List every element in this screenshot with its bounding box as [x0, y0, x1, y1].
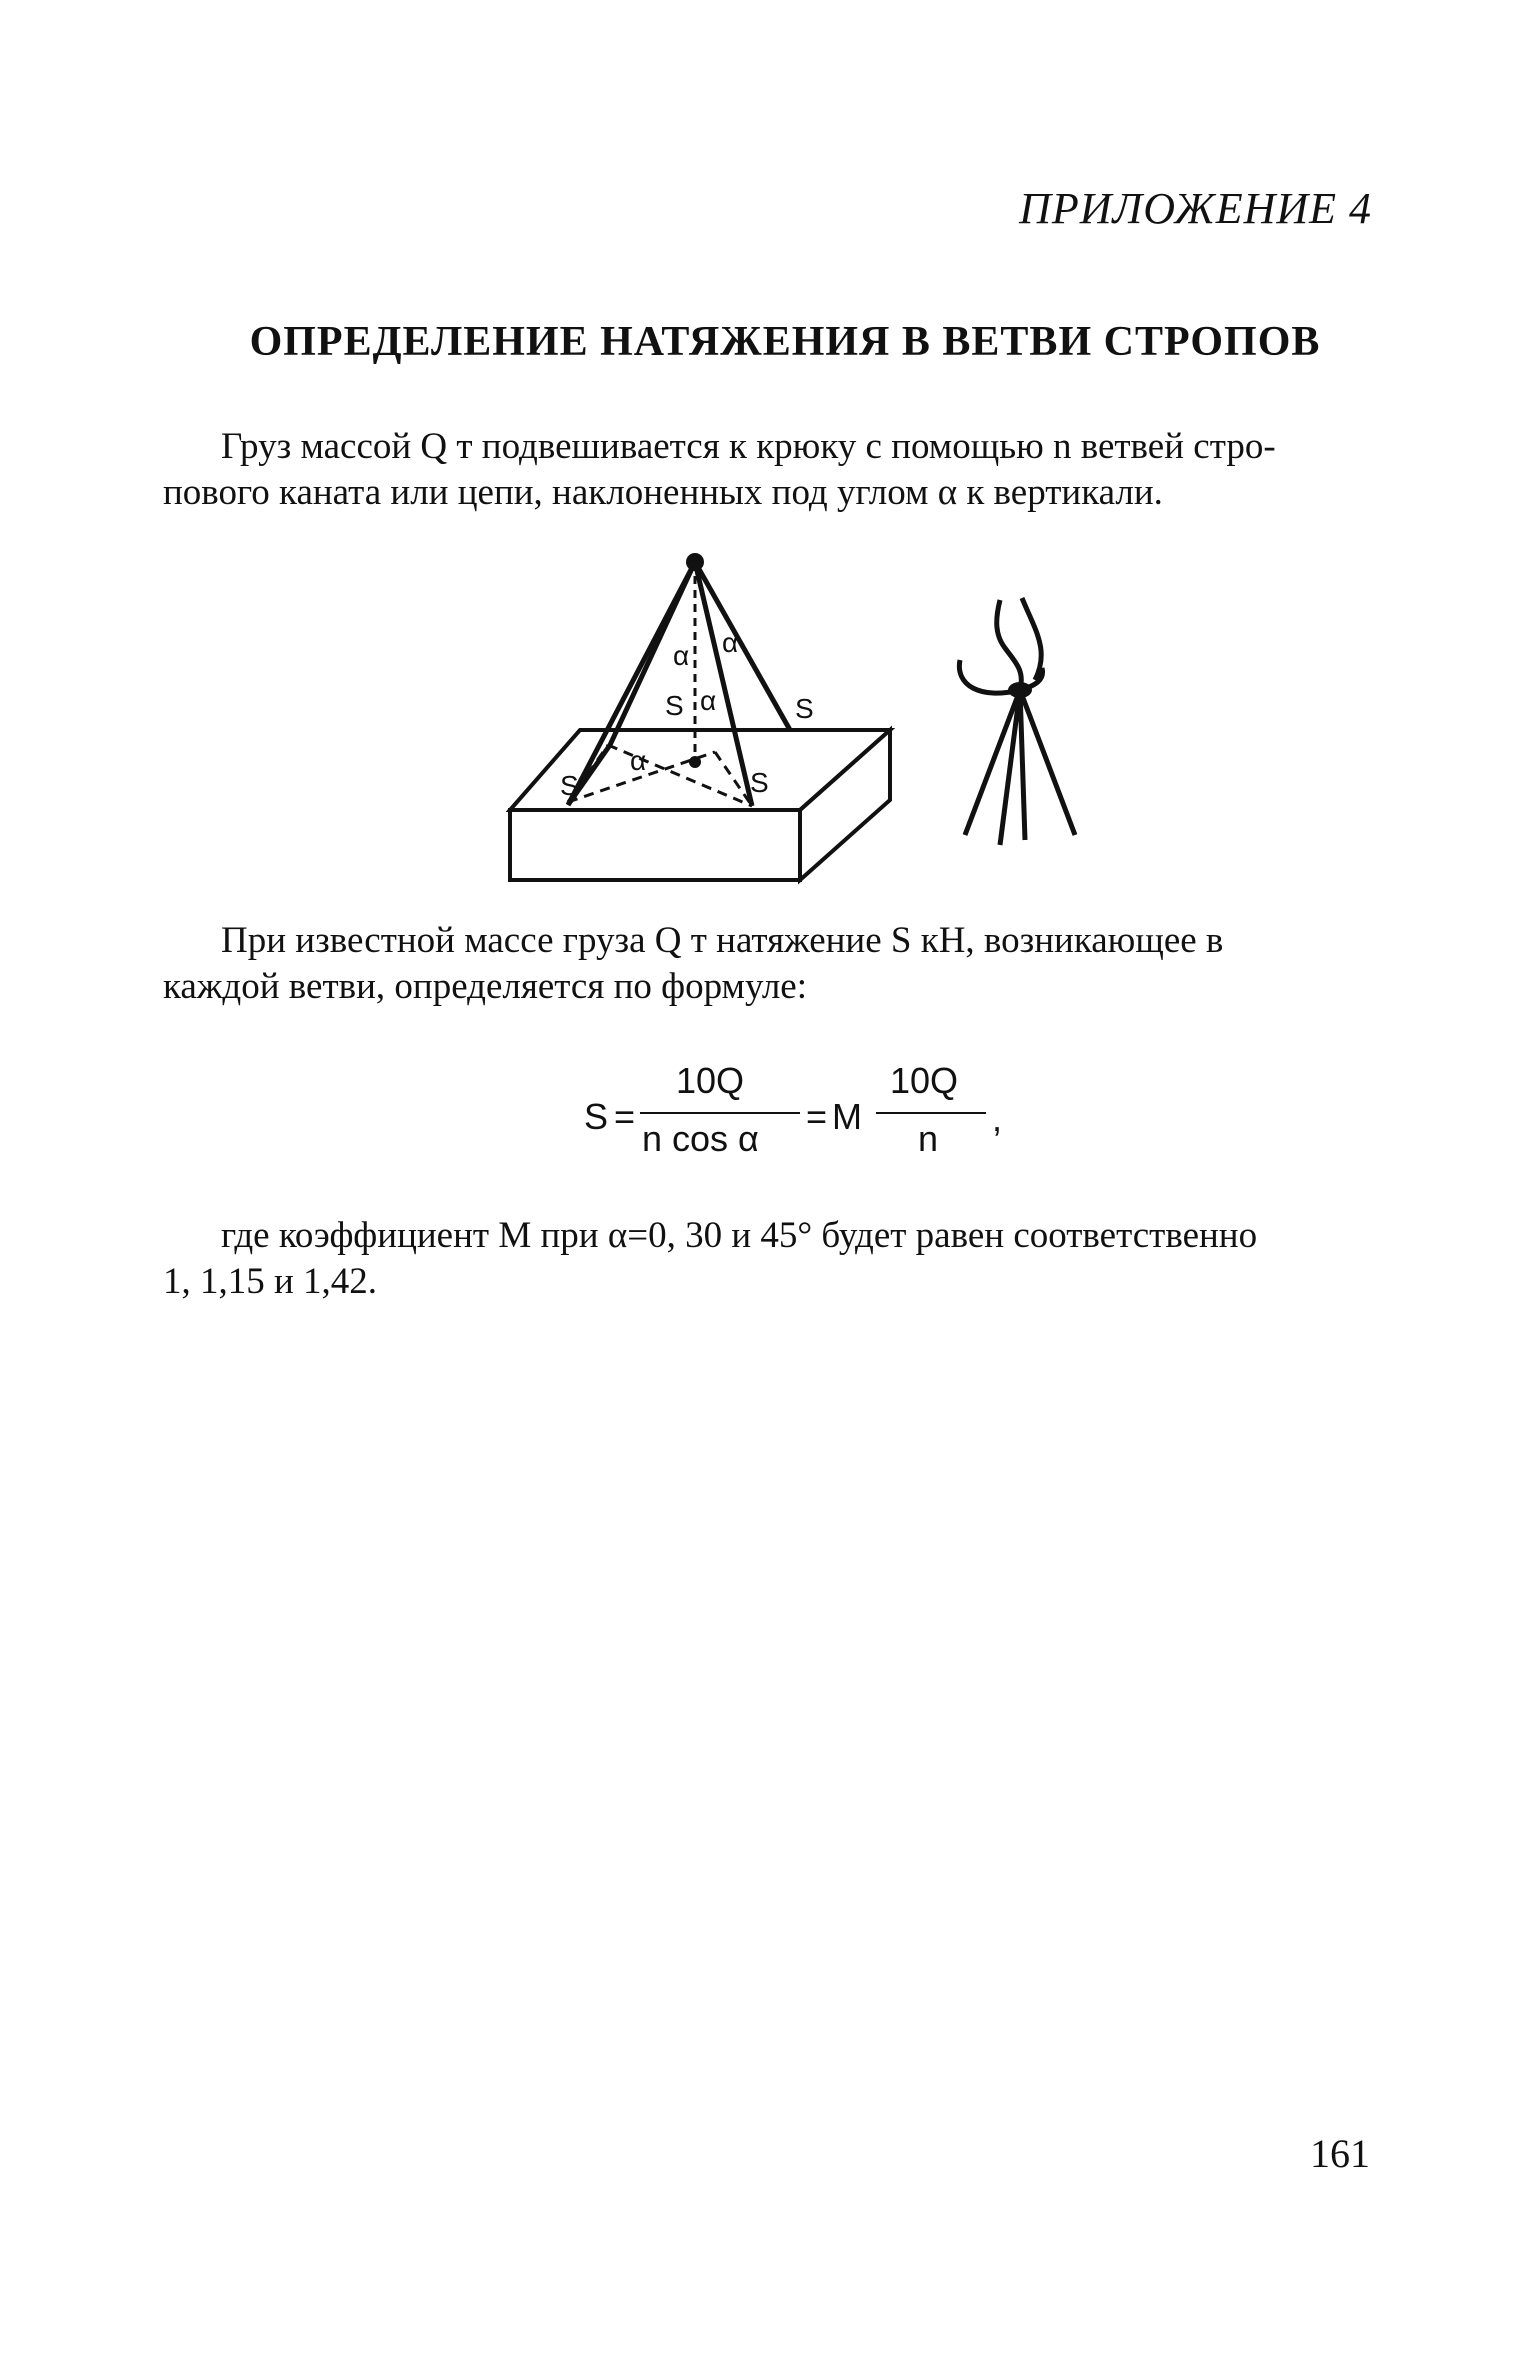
hook-knot — [1008, 682, 1032, 698]
formula-frac2-numerator: 10Q — [890, 1060, 959, 1101]
tension-formula — [584, 1060, 1044, 1170]
appendix-label: ПРИЛОЖЕНИЕ 4 — [1019, 184, 1372, 233]
body-line-1: При известной массе груза Q т натяжение S кН, возникающее в — [221, 920, 1224, 961]
formula-coefficient: M — [832, 1096, 862, 1137]
hook-point — [686, 553, 704, 571]
intro-paragraph — [163, 424, 1376, 516]
angle-labels — [560, 627, 814, 801]
note-paragraph — [163, 1213, 1376, 1305]
body-line-2: каждой ветви, определяется по формуле: — [163, 966, 808, 1007]
formula-equals-2: = — [806, 1096, 828, 1137]
formula-equals: = — [614, 1096, 636, 1137]
alpha-label-1: α — [722, 627, 739, 658]
formula-frac1-line — [640, 1112, 800, 1114]
alpha-label-3: α — [700, 685, 717, 716]
formula-frac1-numerator: 10Q — [676, 1060, 745, 1101]
tension-label-2: S — [795, 693, 814, 724]
formula-frac2-denominator: n — [918, 1118, 939, 1159]
tension-label-1: S — [665, 690, 684, 721]
formula-frac1-denominator: n cos α — [642, 1118, 759, 1159]
hook-icon — [959, 598, 1075, 845]
load-block — [510, 730, 890, 880]
sling-diagram — [490, 540, 1110, 900]
alpha-label-4: α — [630, 745, 647, 776]
tension-label-4: S — [750, 767, 769, 798]
alpha-label-2: α — [673, 640, 690, 671]
center-point — [689, 756, 701, 768]
page-number: 161 — [1310, 2131, 1370, 2176]
formula-lhs: S — [584, 1096, 609, 1137]
formula-comma: , — [992, 1098, 1003, 1139]
tension-label-3: S — [560, 770, 579, 801]
note-line-1: где коэффициент M при α=0, 30 и 45° будет равен соответственно — [221, 1215, 1258, 1256]
note-line-2: 1, 1,15 и 1,42. — [163, 1261, 378, 1302]
section-title: ОПРЕДЕЛЕНИЕ НАТЯЖЕНИЯ В ВЕТВИ СТРОПОВ — [249, 319, 1321, 365]
formula-frac2-line — [876, 1112, 986, 1114]
intro-line-1: Груз массой Q т подвешивается к крюку с помощью n ветвей стро- — [221, 426, 1276, 467]
body-paragraph — [163, 918, 1376, 1010]
intro-line-2: пового каната или цепи, наклоненных под углом α к вертикали. — [163, 472, 1163, 513]
